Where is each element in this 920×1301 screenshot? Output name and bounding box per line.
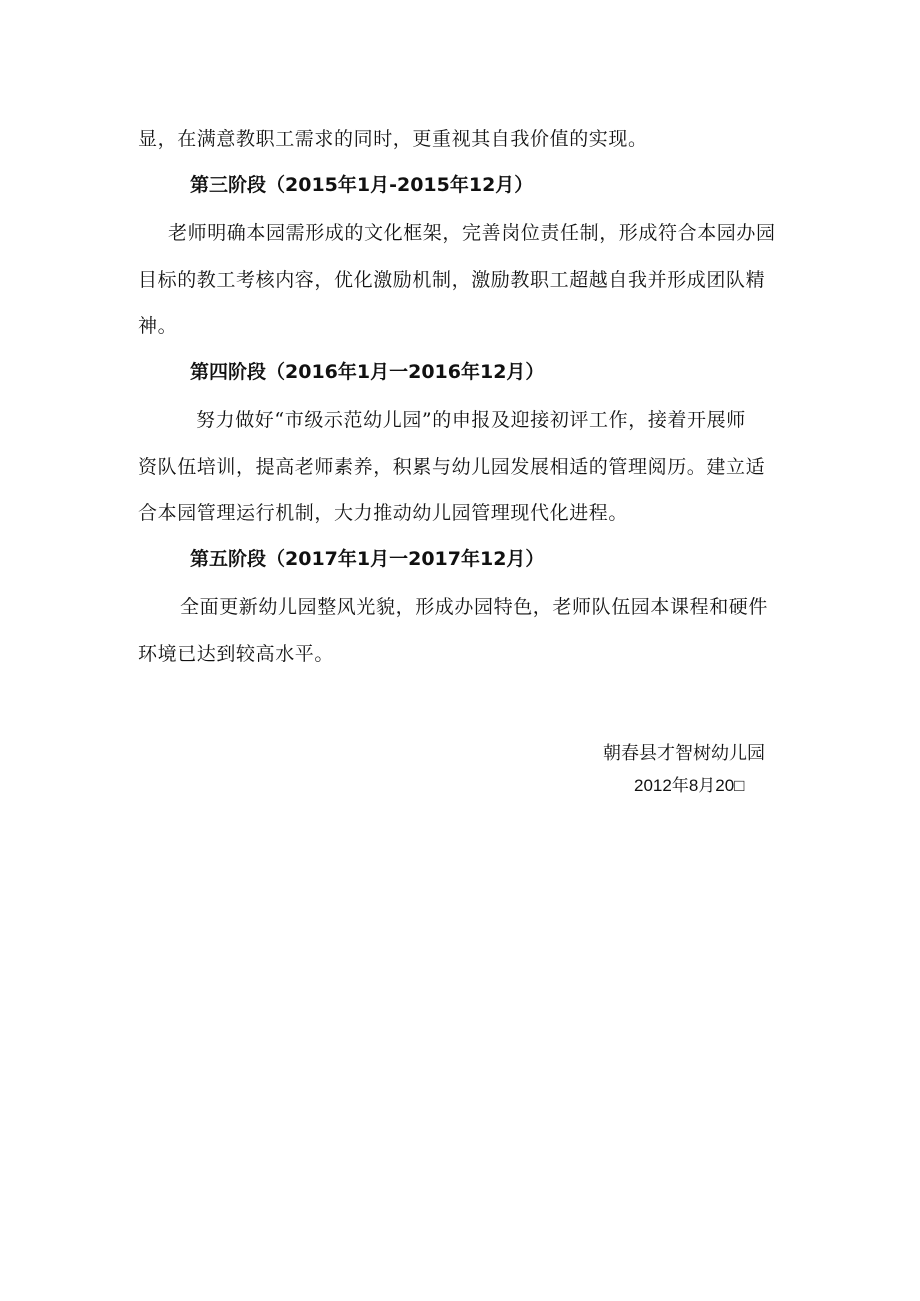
stage-4-heading: 第四阶段（2016年1月一2016年12月） [190, 361, 545, 383]
stage-4-paragraph-line: 努力做好“市级示范幼儿园”的申报及迎接初评工作，接着开展师 [196, 409, 746, 431]
signature-date: 2012年8月20□ [634, 776, 745, 795]
stage-3-paragraph-line: 神。 [138, 315, 178, 337]
stage-3-heading: 第三阶段（2015年1月-2015年12月） [190, 174, 534, 196]
stage-5-paragraph-line: 环境已达到较高水平。 [138, 643, 335, 665]
stage-4-paragraph-line: 资队伍培训，提高老师素养，积累与幼儿园发展相适的管理阅历。建立适 [138, 456, 766, 478]
stage-3-paragraph-line: 老师明确本园需形成的文化框架，完善岗位责任制，形成符合本园办园 [168, 222, 776, 244]
stage-4-paragraph-line: 合本园管理运行机制，大力推动幼儿园管理现代化进程。 [138, 502, 629, 524]
stage-3-paragraph-line: 目标的教工考核内容，优化激励机制，激励教职工超越自我并形成团队精 [138, 269, 766, 291]
stage-5-heading: 第五阶段（2017年1月一2017年12月） [190, 548, 545, 570]
signature-organization: 朝春县才智树幼儿园 [603, 743, 765, 764]
intro-paragraph-line: 显，在满意教职工需求的同时，更重视其自我价值的实现。 [138, 128, 648, 150]
stage-5-paragraph-line: 全面更新幼儿园整风光貌，形成办园特色，老师队伍园本课程和硬件 [180, 596, 769, 618]
